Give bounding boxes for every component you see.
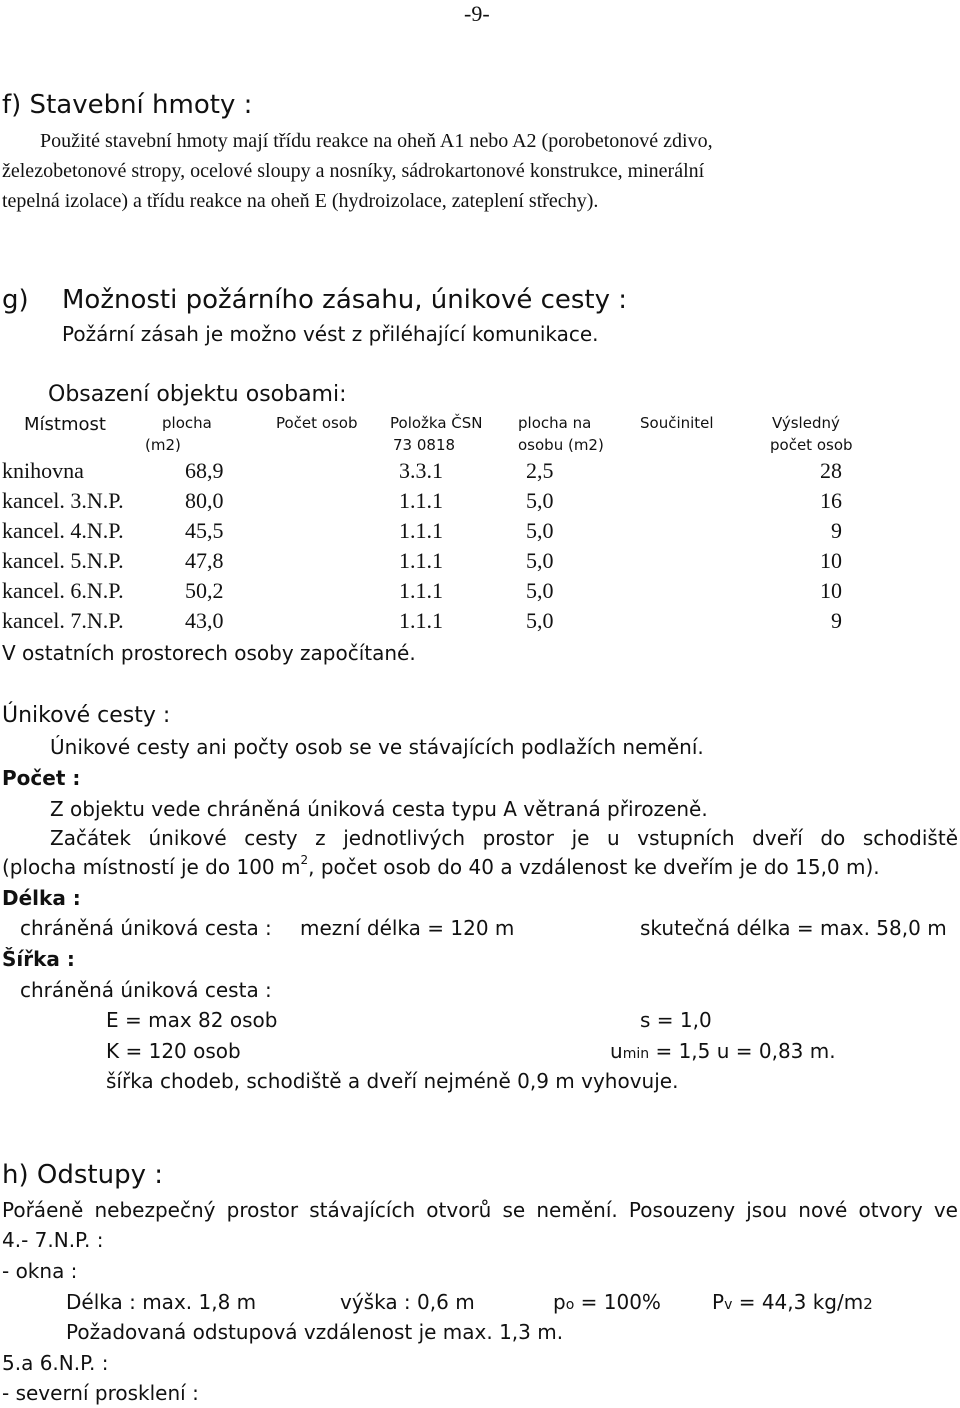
width-label: Šířka : [2, 947, 75, 971]
cell-item: 1.1.1 [399, 548, 443, 573]
occupancy-title: Obsazení objektu osobami: [48, 382, 347, 407]
header-per-person-unit: osobu (m2) [518, 436, 604, 454]
cell-result: 10 [820, 548, 842, 573]
cell-item: 1.1.1 [399, 608, 443, 633]
header-result: Výsledný [772, 414, 840, 432]
cell-area: 68,9 [185, 458, 224, 483]
header-room: Místmost [24, 414, 106, 435]
count-line: Z objektu vede chráněná úniková cesta typu A větraná přirozeně. [50, 797, 708, 821]
required-distance: Požadovaná odstupová vzdálenost je max. 1,3 m. [66, 1320, 564, 1344]
cell-item: 1.1.1 [399, 578, 443, 603]
occupancy-note: V ostatních prostorech osoby započítané. [2, 641, 416, 665]
north-glazing: - severní prosklení : [2, 1381, 199, 1405]
cell-per-person: 5,0 [526, 578, 554, 603]
section-h-line-1: Pořáeně nebezpečný prostor stávajících otvorů se nemění. Posouzeny jsou nové otvory ve [2, 1198, 958, 1222]
length-limit: mezní délka = 120 m [300, 916, 515, 940]
cell-result: 16 [820, 488, 842, 513]
header-persons: Počet osob [276, 414, 358, 432]
start-line-1: Začátek únikové cesty z jednotlivých prostor je u vstupních dveří do schodiště [50, 826, 958, 850]
cell-room: kancel. 7.N.P. [2, 608, 124, 633]
page-number: -9- [464, 1, 490, 26]
width-s: s = 1,0 [640, 1008, 712, 1032]
cell-item: 3.3.1 [399, 458, 443, 483]
cell-result: 9 [831, 608, 842, 633]
cell-per-person: 5,0 [526, 488, 554, 513]
window-pv: Pv = 44,3 kg/m2 [712, 1290, 873, 1314]
cell-area: 50,2 [185, 578, 224, 603]
cell-result: 28 [820, 458, 842, 483]
cell-room: knihovna [2, 458, 84, 483]
header-area: plocha [162, 414, 212, 432]
cell-room: kancel. 5.N.P. [2, 548, 124, 573]
header-area-unit: (m2) [145, 436, 181, 454]
width-k: K = 120 osob [106, 1039, 241, 1063]
cell-room: kancel. 6.N.P. [2, 578, 124, 603]
length-route: chráněná úniková cesta : [20, 916, 272, 940]
header-csn: Položka ČSN [390, 414, 483, 432]
width-line: šířka chodeb, schodiště a dveří nejméně 0,9 m vyhovuje. [106, 1069, 679, 1093]
cell-item: 1.1.1 [399, 518, 443, 543]
cell-item: 1.1.1 [399, 488, 443, 513]
window-length: Délka : max. 1,8 m [66, 1290, 257, 1314]
length-actual: skutečná délka = max. 58,0 m [640, 916, 947, 940]
count-label: Počet : [2, 766, 81, 790]
section-f-line: železobetonové stropy, ocelové sloupy a nosníky, sádrokartonové konstrukce, minerální [2, 160, 705, 182]
header-result-2: počet osob [770, 436, 853, 454]
cell-area: 47,8 [185, 548, 224, 573]
cell-room: kancel. 4.N.P. [2, 518, 124, 543]
width-umin: umin = 1,5 u = 0,83 m. [610, 1039, 836, 1063]
start-line-2: (plocha místností je do 100 $m^2$, počet osob do 40 a vzdálenost ke dveřím je do 15,0 m). [2, 853, 880, 879]
window-height: výška : 0,6 m [340, 1290, 475, 1314]
length-label: Délka : [2, 886, 81, 910]
width-route: chráněná úniková cesta : [20, 978, 272, 1002]
cell-per-person: 5,0 [526, 608, 554, 633]
cell-result: 10 [820, 578, 842, 603]
header-per-person: plocha na [518, 414, 592, 432]
cell-per-person: 2,5 [526, 458, 554, 483]
width-e: E = max 82 osob [106, 1008, 278, 1032]
escape-title: Únikové cesty : [2, 703, 171, 728]
section-f-title: f) Stavební hmoty : [2, 90, 253, 120]
windows-label: - okna : [2, 1259, 78, 1283]
window-po: po = 100% [553, 1290, 661, 1314]
section-f-line: Použité stavební hmoty mají třídu reakce na oheň A1 nebo A2 (porobetonové zdivo, [40, 130, 713, 152]
header-csn-number: 73 0818 [393, 436, 456, 454]
cell-per-person: 5,0 [526, 518, 554, 543]
floors-label: 5.a 6.N.P. : [2, 1351, 109, 1375]
cell-area: 80,0 [185, 488, 224, 513]
section-f-line: tepelná izolace) a třídu reakce na oheň E (hydroizolace, zateplení střechy). [2, 190, 599, 212]
cell-result: 9 [831, 518, 842, 543]
section-h-line-2: 4.- 7.N.P. : [2, 1228, 104, 1252]
cell-area: 45,5 [185, 518, 224, 543]
section-g-title: Možnosti požárního zásahu, únikové cesty : [62, 285, 628, 315]
section-h-title: h) Odstupy : [2, 1160, 163, 1190]
cell-per-person: 5,0 [526, 548, 554, 573]
escape-line: Únikové cesty ani počty osob se ve stávajících podlažích nemění. [50, 735, 704, 759]
cell-room: kancel. 3.N.P. [2, 488, 124, 513]
header-factor: Součinitel [640, 414, 714, 432]
cell-area: 43,0 [185, 608, 224, 633]
section-g-letter: g) [2, 285, 29, 315]
section-g-line: Požární zásah je možno vést z přiléhající komunikace. [62, 322, 599, 346]
